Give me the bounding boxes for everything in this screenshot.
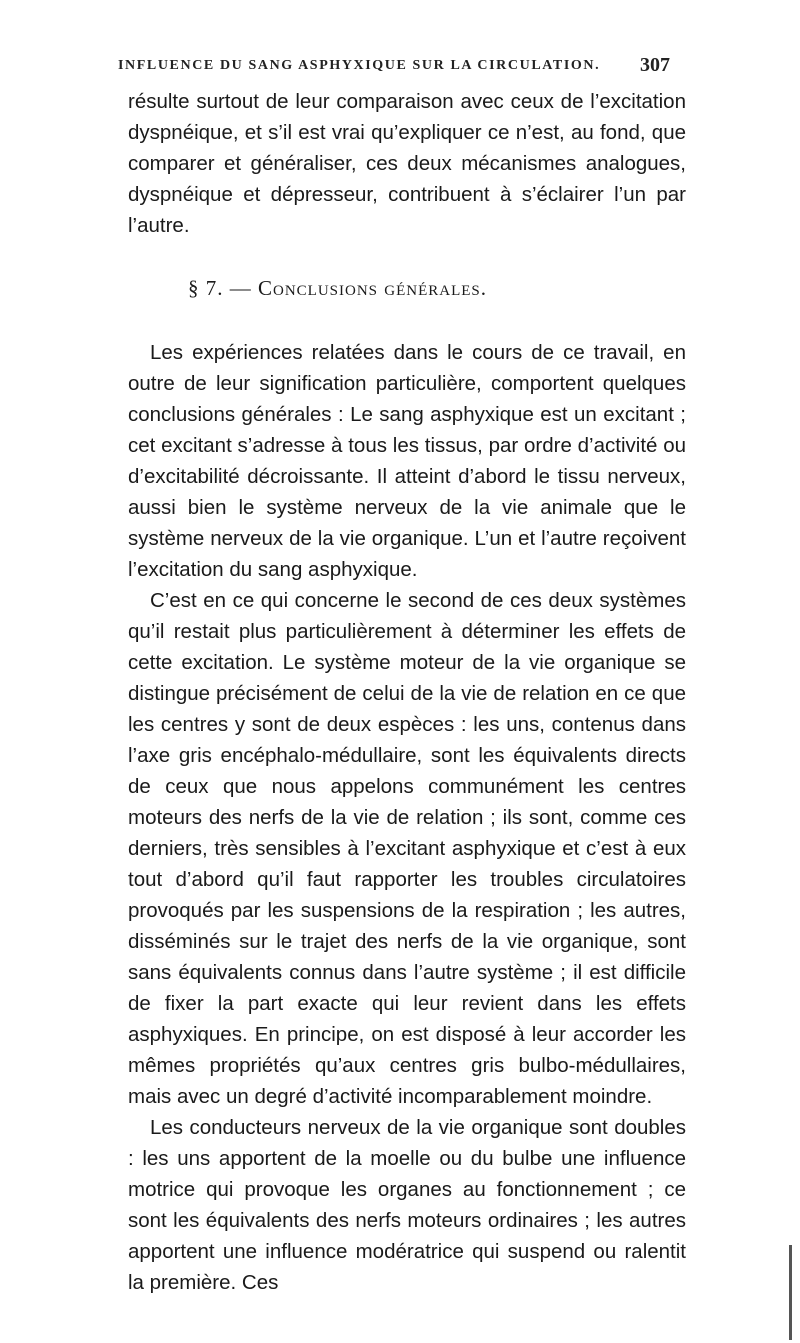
page-number: 307: [640, 54, 670, 76]
section-number: § 7. —: [188, 276, 252, 300]
paragraph: Les conducteurs nerveux de la vie organique sont doubles : les uns apportent de la moelle ou du bulbe une influence motrice qui provoque les organes au fonctionnement ; ce sont les équivalents des nerfs moteurs ordinaires ; les autres apportent une influence modératrice qui suspend ou ralentit la première. Ces: [128, 1116, 686, 1294]
section-heading: [188, 276, 688, 301]
section-title: Conclusions générales.: [258, 276, 488, 300]
page-edge-mark: [789, 1245, 792, 1340]
paragraph: C’est en ce qui concerne le second de ces deux systèmes qu’il restait plus particulièrement à déterminer les effets de cette excitation. Le système moteur de la vie organique se distingue précisément de celui de la vie de relation en ce que les centres y sont de deux espèces : les uns, contenus dans l’axe gris encéphalo-médullaire, sont les équivalents directs de ceux que nous appelons communément les centres moteurs des nerfs de la vie de relation ; ils sont, comme ces derniers, très sensibles à l’excitant asphyxique et c’est à eux tout d’abord qu’il faut rapporter les troubles circulatoires provoqués par les suspensions de la respiration ; les autres, disséminés sur le trajet des nerfs de la vie organique, sont sans équivalents connus dans l’autre système ; il est difficile de fixer la part exacte qui leur revient dans les effets asphyxiques. En principe, on est disposé à leur accorder les mêmes propriétés qu’aux centres gris bulbo-médullaires, mais avec un degré d’activité incomparablement moindre.: [128, 589, 686, 1108]
running-head: INFLUENCE DU SANG ASPHYXIQUE SUR LA CIRCULATION.: [118, 58, 601, 73]
body-text: [128, 337, 686, 1298]
paragraph: résulte surtout de leur comparaison avec ceux de l’excitation dyspnéique, et s’il est vrai qu’expliquer ce n’est, au fond, que comparer et généraliser, ces deux mécanismes analogues, dyspnéique et dépresseur, contribuent à s’éclairer l’un par l’autre.: [128, 90, 686, 237]
intro-paragraph-block: [128, 86, 686, 241]
paragraph: Les expériences relatées dans le cours de ce travail, en outre de leur signification particulière, comportent quelques conclusions générales : Le sang asphyxique est un excitant ; cet excitant s’adresse à tous les tissus, par ordre d’activité ou d’excitabilité décroissante. Il atteint d’abord le tissu nerveux, aussi bien le système nerveux de la vie animale que le système nerveux de la vie organique. L’un et l’autre reçoivent l’excitation du sang asphyxique.: [128, 341, 686, 581]
